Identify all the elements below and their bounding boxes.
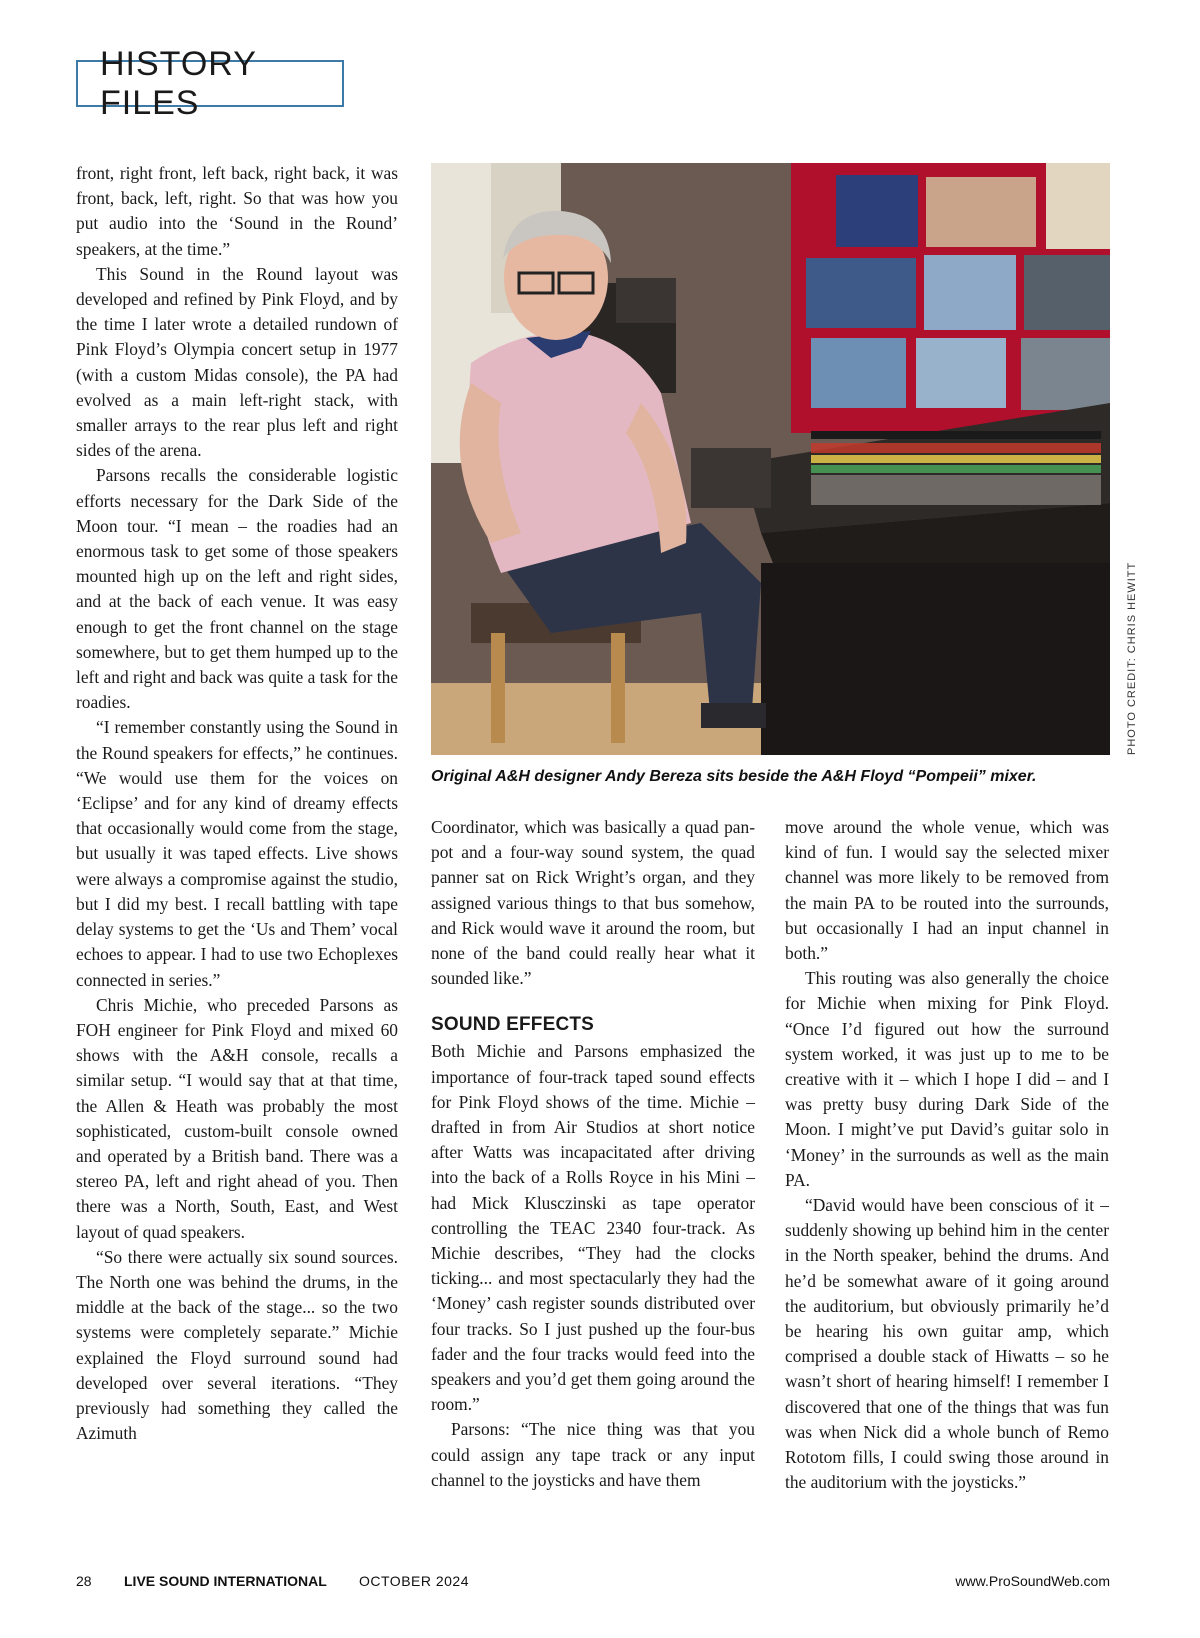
section-tag: HISTORY FILES (76, 60, 344, 107)
section-heading: SOUND EFFECTS (431, 1014, 595, 1036)
article-column-3 (785, 815, 1109, 1495)
magazine-name: LIVE SOUND INTERNATIONAL (124, 1573, 327, 1589)
article-column-2 (431, 815, 755, 1493)
photo-illustration (431, 163, 1110, 755)
website-link[interactable]: www.ProSoundWeb.com (955, 1573, 1110, 1589)
page-footer (76, 1573, 1110, 1593)
photo-credit: PHOTO CREDIT: CHRIS HEWITT (1126, 561, 1138, 755)
paragraph: “David would have been conscious of it – suddenly showing up behind him in the center in the North speaker, behind the drums. And he’d be somewhat aware of it going around the auditorium, but obviously primarily he’d be hearing his own guitar amp, which comprised a double stack of Hiwatts – so he wasn’t short of hearing himself! I remember I discovered that one of the things that was fun was when Nick did a whole bunch of Remo Rototom fills, I could swing those around in the auditorium with the joysticks.” (785, 1195, 1109, 1493)
page-number: 28 (76, 1573, 92, 1589)
paragraph: “I remember constantly using the Sound in the Round speakers for effects,” he continues. “We would use them for the voices on ‘Eclipse’ and for any kind of dreamy effects that occasionally would come from the stage, but usually it was taped effects. Live shows were always a compromise against the studio, but I did my best. I recall battling with tape delay systems to get the ‘Us and Them’ vocal echoes to appear. I had to use two Echoplexes connected in series.” (76, 717, 398, 990)
issue-date: OCTOBER 2024 (359, 1573, 470, 1589)
paragraph: Both Michie and Parsons emphasized the importance of four-track taped sound effects for Pink Floyd shows of the time. Michie – drafted in from Air Studios at short notice after Watts was incapacitated after driving into the back of a Rolls Royce in his Mini – had Mick Klusczinski as tape operator controlling the TEAC 2340 four-track. As Michie describes, “They had the clocks ticking... and most spectacularly they had the ‘Money’ cash register sounds distributed over four tracks. So I just pushed up the four-bus fader and the four tracks would feed into the speakers and you’d get them going around the room.” (431, 1041, 755, 1415)
paragraph: “So there were actually six sound sources. The North one was behind the drums, in the middle at the back of the stage... so the two systems were completely separate.” Michie explained the Floyd surround sound had developed over several iterations. “They previously had something they called the Azimuth (76, 1246, 398, 1444)
paragraph: Parsons: “The nice thing was that you could assign any tape track or any input channel to the joysticks and have them (431, 1419, 755, 1490)
paragraph: move around the whole venue, which was kind of fun. I would say the selected mixer channel was more likely to be removed from the main PA to be routed into the surrounds, but occasionally I had an input channel in both.” (785, 817, 1109, 964)
article-column-1 (76, 161, 398, 1446)
article-photo (431, 163, 1110, 755)
paragraph: This routing was also generally the choice for Michie when mixing for Pink Floyd. “Once I’d figured out how the surround system worked, it was just up to me to be creative with it – which I hope I did – and I was pretty busy during Dark Side of the Moon. I might’ve put David’s guitar solo in ‘Money’ in the surrounds as well as the main PA. (785, 968, 1109, 1190)
paragraph: Coordinator, which was basically a quad pan-pot and a four-way sound system, the quad panner sat on Rick Wright’s organ, and they assigned various things to that bus somehow, and Rick would wave it around the room, but none of the band could really hear what it sounded like.” (431, 817, 755, 989)
paragraph: front, right front, left back, right back, it was front, back, left, right. So that was how you put audio into the ‘Sound in the Round’ speakers, at the time.” (76, 163, 398, 259)
paragraph: This Sound in the Round layout was developed and refined by Pink Floyd, and by the time I later wrote a detailed rundown of Pink Floyd’s Olympia concert setup in 1977 (with a custom Midas console), the PA had evolved as a main left-right stack, with smaller arrays to the rear plus left and right sides of the arena. (76, 263, 398, 461)
photo-caption: Original A&H designer Andy Bereza sits beside the A&H Floyd “Pompeii” mixer. (431, 768, 1037, 785)
paragraph: Chris Michie, who preceded Parsons as FOH engineer for Pink Floyd and mixed 60 shows with the A&H console, recalls a similar setup. “I would say that at that time, the Allen & Heath was probably the most sophisticated, custom-built console owned and operated by a British band. There was a stereo PA, left and right ahead of you. Then there was a North, South, East, and West layout of quad speakers. (76, 994, 398, 1242)
paragraph: Parsons recalls the considerable logistic efforts necessary for the Dark Side of the Moon tour. “I mean – the roadies had an enormous task to get some of those speakers mounted high up on the left and right sides, and at the back of each venue. It was easy enough to get the front channel on the stage somewhere, but to get them humped up to the left and right and back was quite a task for the roadies. (76, 465, 398, 713)
